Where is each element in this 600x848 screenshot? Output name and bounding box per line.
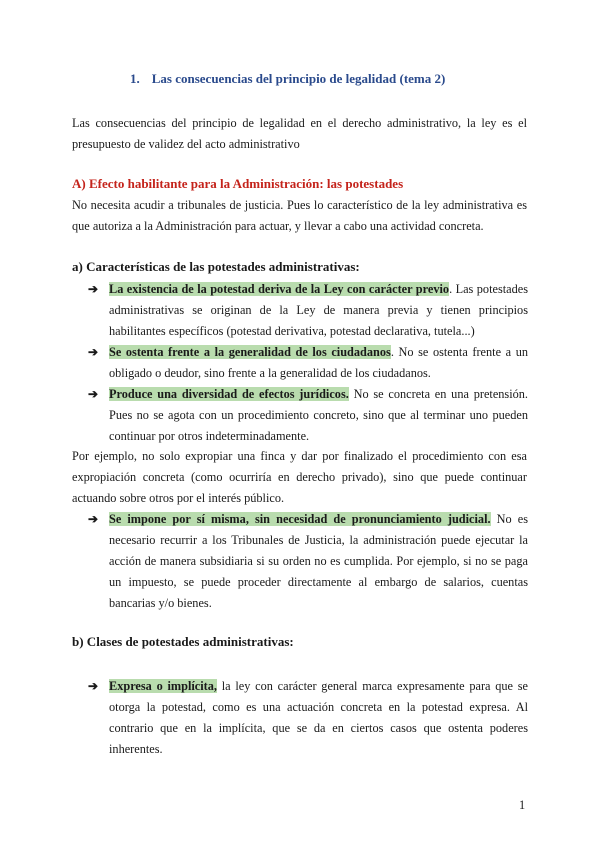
- arrow-right-icon: ➔: [88, 282, 99, 296]
- intro-paragraph: Las consecuencias del principio de legalidad en el derecho administrativo, la ley es el presupuesto de validez del acto administrativo: [72, 116, 527, 151]
- arrow-right-icon: ➔: [88, 512, 99, 526]
- list-item: [88, 342, 528, 384]
- page-number: 1: [519, 798, 526, 812]
- example-paragraph: Por ejemplo, no solo expropiar una finca y dar por finalizado el procedimiento con esa expropiación concreta (como ocurriría en derecho privado), sino que puede continuar actuando sobre otros por el interés público.: [72, 449, 527, 505]
- title-number: 1.: [130, 71, 140, 86]
- highlighted-text: Expresa o implícita,: [109, 679, 217, 693]
- arrow-right-icon: ➔: [88, 387, 99, 401]
- bullet-text: . Las potestades administrativas se originan de la Ley de manera previa y tienen principios habilitantes específicos (potestad derivativa, potestad declarativa, tutela...): [109, 282, 529, 338]
- characteristics-heading: a) Características de las potestades administrativas:: [72, 259, 360, 274]
- list-item: [88, 279, 528, 342]
- title-text: Las consecuencias del principio de legalidad (tema 2): [151, 71, 446, 86]
- highlighted-text: Produce una diversidad de efectos jurídicos.: [109, 387, 349, 401]
- list-item: [88, 509, 528, 614]
- highlighted-text: Se ostenta frente a la generalidad de los ciudadanos: [109, 345, 391, 359]
- arrow-right-icon: ➔: [88, 679, 99, 693]
- list-item: [88, 384, 528, 447]
- section-a-paragraph: No necesita acudir a tribunales de justicia. Pues lo característico de la ley administrativa es que autoriza a la Administración para actuar, y llevar a cabo una actividad concreta.: [72, 198, 527, 233]
- section-a-heading: A) Efecto habilitante para la Administración: las potestades: [72, 176, 404, 191]
- list-item: [88, 676, 528, 760]
- arrow-right-icon: ➔: [88, 345, 99, 359]
- bullet-text: . No se ostenta frente a un obligado o deudor, sino frente a la generalidad de los ciudadanos.: [109, 345, 528, 380]
- bullet-text: No es necesario recurrir a los Tribunales de Justicia, la administración puede ejecutar la acción de manera subsidiaria si su orden no es cumplida. Por ejemplo, si no se paga un impuesto, se puede proceder directamente al embargo de salarios, cuentas bancarias y/o bienes.: [109, 512, 528, 610]
- bullet-text: la ley con carácter general marca expresamente para que se otorga la potestad, como es una actuación concreta en la potestad expresa. Al contrario que en la implícita, que se da en ciertos casos que ostenta poderes inherentes.: [109, 679, 529, 756]
- bullet-text: No se concreta en una pretensión. Pues no se agota con un procedimiento concreto, sino que al terminar uno pueden continuar por otros indeterminadamente.: [109, 387, 528, 443]
- page-title: [130, 71, 445, 87]
- highlighted-text: Se impone por sí misma, sin necesidad de pronunciamiento judicial.: [109, 512, 491, 526]
- highlighted-text: La existencia de la potestad deriva de la Ley con carácter previo: [109, 282, 450, 296]
- classes-heading: b) Clases de potestades administrativas:: [72, 634, 294, 649]
